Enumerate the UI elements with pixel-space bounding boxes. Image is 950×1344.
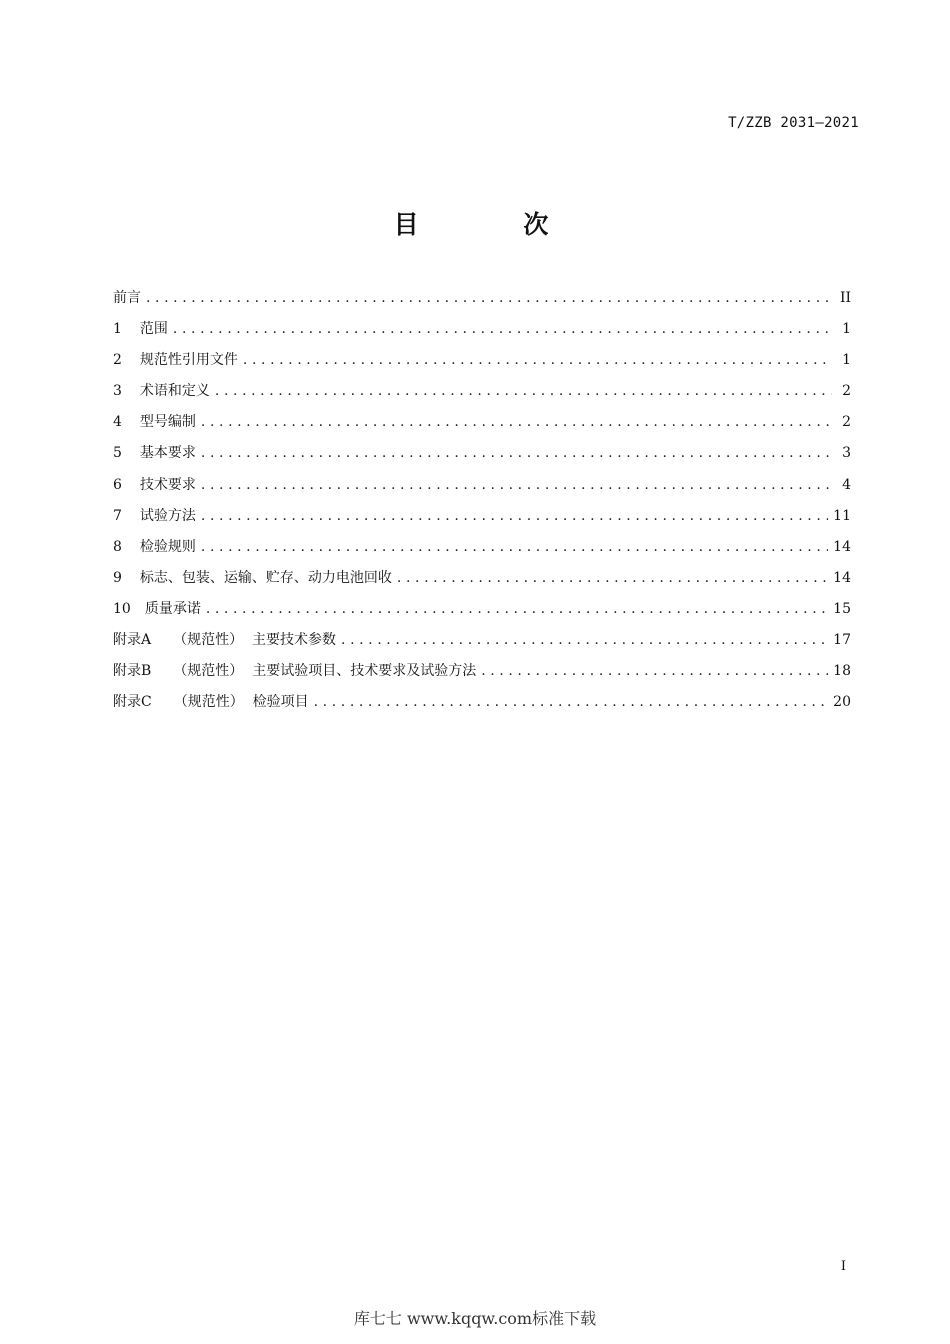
toc-entry-page: 20 — [833, 694, 851, 711]
toc-leader-dots — [341, 626, 828, 654]
toc-entry-appendix-b[interactable] — [113, 657, 851, 688]
toc-entry-title: （规范性） 检验项目 — [173, 694, 309, 711]
toc-entry-title: 检验规则 — [139, 538, 196, 555]
toc-title: 目 次 — [393, 210, 597, 239]
toc-entry-page: 14 — [833, 538, 851, 555]
toc-entry-appendix-c[interactable] — [113, 688, 851, 719]
toc-entry-page: 3 — [842, 445, 851, 462]
toc-entry-page: 1 — [842, 321, 851, 338]
toc-entry-page: 1 — [842, 352, 851, 369]
toc-entry-number: 10 — [113, 600, 131, 617]
toc-entry-5[interactable] — [113, 439, 851, 470]
toc-entry-7[interactable] — [113, 502, 851, 533]
toc-entry-page: 2 — [842, 414, 851, 431]
toc-entry-title: 质量承诺 — [144, 600, 201, 617]
document-code: T/ZZB 2031—2021 — [728, 115, 859, 131]
toc-entry-number: 1 — [113, 321, 122, 338]
toc-entry-page: 18 — [833, 663, 851, 680]
toc-entry-title: 标志、包装、运输、贮存、动力电池回收 — [139, 569, 392, 586]
toc-leader-dots — [201, 533, 828, 561]
toc-entry-appendix-a[interactable] — [113, 626, 851, 657]
toc-entry-number: 附录A — [113, 632, 152, 649]
table-of-contents — [113, 284, 851, 719]
toc-entry-title: 试验方法 — [139, 507, 196, 524]
toc-leader-dots — [201, 408, 832, 436]
toc-leader-dots — [201, 471, 832, 499]
toc-entry-title: （规范性） 主要试验项目、技术要求及试验方法 — [173, 663, 477, 680]
toc-entry-title: 前言 — [113, 290, 141, 306]
toc-entry-foreword[interactable] — [113, 284, 851, 315]
toc-entry-page: 4 — [842, 476, 851, 493]
toc-entry-number: 8 — [113, 538, 122, 555]
toc-entry-number: 附录C — [113, 694, 152, 711]
toc-entry-1[interactable] — [113, 315, 851, 346]
toc-entry-2[interactable] — [113, 346, 851, 377]
toc-entry-page: 15 — [833, 600, 851, 617]
toc-entry-3[interactable] — [113, 377, 851, 408]
toc-leader-dots — [243, 346, 832, 374]
toc-entry-page: 17 — [833, 632, 851, 649]
toc-entry-page: II — [839, 290, 851, 306]
toc-entry-number: 9 — [113, 569, 122, 586]
toc-entry-page: 2 — [842, 383, 851, 400]
page-number: I — [840, 1259, 846, 1274]
toc-leader-dots — [146, 284, 832, 312]
toc-entry-page: 11 — [833, 507, 851, 524]
toc-leader-dots — [201, 439, 832, 467]
toc-entry-8[interactable] — [113, 533, 851, 564]
toc-entry-number: 2 — [113, 352, 122, 369]
toc-entry-title: 基本要求 — [139, 445, 196, 462]
toc-entry-title: 范围 — [139, 321, 168, 338]
toc-entry-title: 术语和定义 — [139, 383, 210, 400]
toc-entry-10[interactable] — [113, 595, 851, 626]
toc-leader-dots — [481, 657, 828, 685]
toc-entry-title: 型号编制 — [139, 414, 196, 431]
toc-entry-title: （规范性） 主要技术参数 — [173, 632, 337, 649]
toc-entry-number: 5 — [113, 445, 122, 462]
toc-entry-number: 7 — [113, 507, 122, 524]
toc-entry-number: 4 — [113, 414, 122, 431]
toc-entry-4[interactable] — [113, 408, 851, 439]
toc-entry-9[interactable] — [113, 564, 851, 595]
toc-leader-dots — [215, 377, 832, 405]
toc-leader-dots — [201, 502, 828, 530]
toc-entry-page: 14 — [833, 569, 851, 586]
toc-entry-title: 技术要求 — [139, 476, 196, 493]
toc-entry-6[interactable] — [113, 471, 851, 502]
toc-leader-dots — [173, 315, 832, 343]
toc-entry-title: 规范性引用文件 — [139, 352, 238, 369]
toc-leader-dots — [206, 595, 828, 623]
footer-watermark: 库七七 www.kqqw.com标准下载 — [353, 1309, 597, 1328]
toc-leader-dots — [397, 564, 828, 592]
toc-entry-number: 3 — [113, 383, 122, 400]
toc-entry-number: 6 — [113, 476, 122, 493]
toc-leader-dots — [314, 688, 829, 716]
toc-entry-number: 附录B — [113, 663, 152, 680]
